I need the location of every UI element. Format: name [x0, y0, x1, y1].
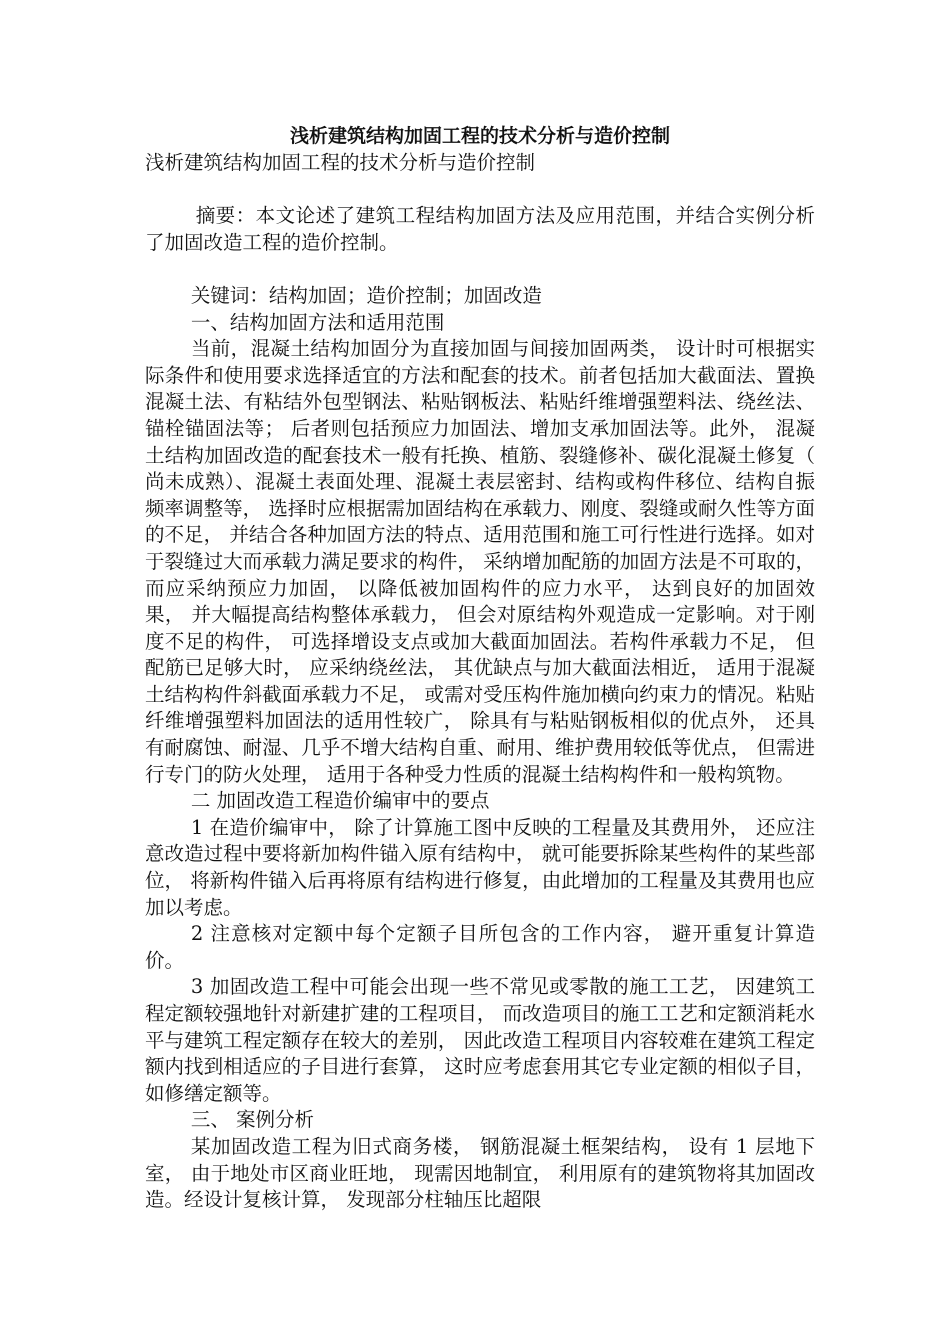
blank-line [145, 256, 815, 283]
section-1-heading: 一、结构加固方法和适用范围 [190, 310, 445, 334]
document-subtitle: 浅析建筑结构加固工程的技术分析与造价控制 [145, 151, 536, 174]
section-2-item-3: 3 加固改造工程中可能会出现一些不常见或零散的施工工艺， 因建筑工程定额较强地针对新建扩建的工程项目， 而改造项目的施工工艺和定额消耗水平与建筑工程定额存在较大的差别， 因此改造工程项目内容较难在建筑工程定额内找到相适应的子目进行套算， 这时应考虑套用其它专业定额的相似子目， 如修缮定额等。 [145, 975, 815, 1105]
section-2-item-2: 2 注意核对定额中每个定额子目所包含的工作内容， 避开重复计算造价。 [145, 922, 815, 972]
document-title: 浅析建筑结构加固工程的技术分析与造价控制 [289, 125, 670, 147]
section-2-item-1: 1 在造价编审中， 除了计算施工图中反映的工程量及其费用外， 还应注意改造过程中要将新加构件锚入原有结构中， 就可能要拆除某些构件的某些部位， 将新构件锚入后再将原有结构进行修复，由此增加的工程量及其费用也应加以考虑。 [145, 815, 815, 919]
keywords-line: 关键词：结构加固；造价控制；加固改造 [190, 283, 542, 307]
abstract-paragraph: 摘要：本文论述了建筑工程结构加固方法及应用范围，并结合实例分析了加固改造工程的造价控制。 [145, 204, 815, 254]
blank-line [145, 177, 815, 204]
section-2-heading: 二 加固改造工程造价编审中的要点 [190, 789, 490, 813]
document-page [145, 122, 815, 1214]
section-3-heading: 三、 案例分析 [190, 1108, 315, 1132]
section-3-paragraph: 某加固改造工程为旧式商务楼， 钢筋混凝土框架结构， 设有 1 层地下室， 由于地处市区商业旺地， 现需因地制宜， 利用原有的建筑物将其加固改造。经设计复核计算， 发现部分柱轴压比超限 [145, 1134, 815, 1212]
section-1-paragraph: 当前，混凝土结构加固分为直接加固与间接加固两类， 设计时可根据实际条件和使用要求选择适宜的方法和配套的技术。前者包括加大截面法、置换混凝土法、有粘结外包型钢法、粘贴钢板法、粘贴纤维增强塑料法、绕丝法、锚栓锚固法等； 后者则包括预应力加固法、增加支承加固法等。此外， 混凝土结构加固改造的配套技术一般有托换、植筋、裂缝修补、碳化混凝土修复（ 尚未成熟）、混凝土表面处理、混凝土表层密封、结构或构件移位、结构自振频率调整等， 选择时应根据需加固结构在承载力、刚度、裂缝或耐久性等方面的不足， 并结合各种加固方法的特点、适用范围和施工可行性进行选择。如对于裂缝过大而承载力满足要求的构件， 采纳增加配筋的加固方法是不可取的， 而应采纳预应力加固， 以降低被加固构件的应力水平， 达到良好的加固效果， 并大幅提高结构整体承载力， 但会对原结构外观造成一定影响。对于刚度不足的构件， 可选择增设支点或加大截面加固法。若构件承载力不足， 但配筋已足够大时， 应采纳绕丝法， 其优缺点与加大截面法相近， 适用于混凝土结构构件斜截面承载力不足， 或需对受压构件施加横向约束力的情况。粘贴纤维增强塑料加固法的适用性较广， 除具有与粘贴钢板相似的优点外， 还具有耐腐蚀、耐湿、几乎不增大结构自重、耐用、维护费用较低等优点， 但需进行专门的防火处理， 适用于各种受力性质的混凝土结构构件和一般构筑物。 [145, 337, 815, 786]
